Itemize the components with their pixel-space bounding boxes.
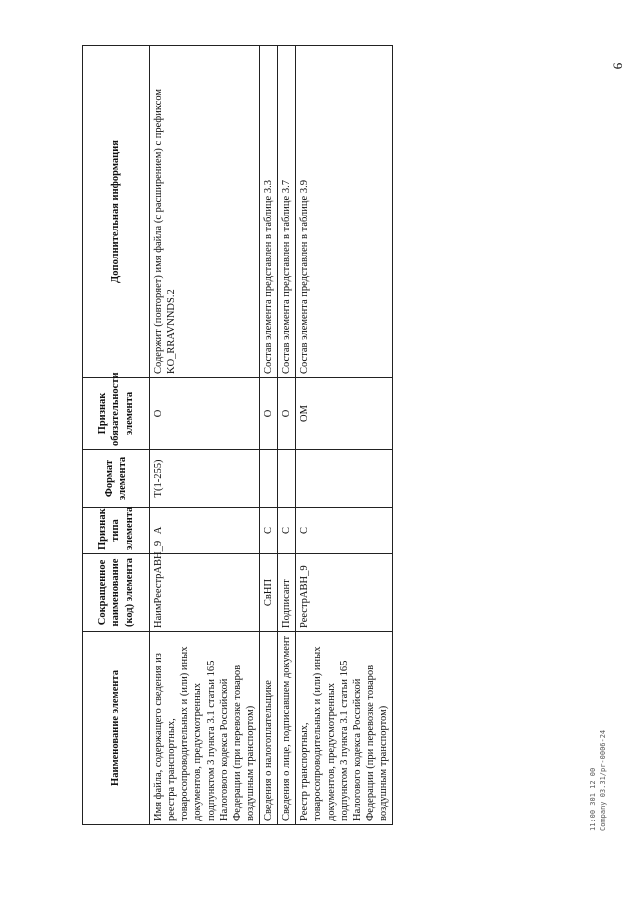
cell-type: С: [278, 508, 296, 554]
table-row: [278, 46, 296, 825]
cell-code: РеестрАВН_9: [296, 554, 393, 632]
cell-info: Состав элемента представлен в таблице 3.7: [278, 46, 296, 378]
cell-format: [296, 450, 393, 508]
cell-required: ОМ: [296, 378, 393, 450]
cell-required: О: [260, 378, 278, 450]
header-type: Признак типа элемента: [83, 508, 150, 554]
cell-format: [260, 450, 278, 508]
header-required: Признак обязательности элемента: [83, 378, 150, 450]
cell-format: T(1-255): [150, 450, 260, 508]
header-name: Наименование элемента: [83, 632, 150, 825]
cell-format: [278, 450, 296, 508]
elements-table: [82, 45, 393, 825]
cell-type: С: [296, 508, 393, 554]
rotated-content: [82, 45, 389, 825]
cell-type: С: [260, 508, 278, 554]
cell-name: Сведения о налогоплательщике: [260, 632, 278, 825]
cell-name: Имя файла, содержащего сведения из реестра транспортных, товаросопроводительных и (или) иных документов, предусмотренных подпунктом 3 пункта 3.1 статьи 165 Налогового кодекса Российской Федерации (при перевозке товаров воздушным транспортом): [150, 632, 260, 825]
document-stamp: [589, 729, 619, 835]
cell-code: НаимРеестрАВН_9: [150, 554, 260, 632]
cell-info: Состав элемента представлен в таблице 3.9: [296, 46, 393, 378]
cell-code: СвНП: [260, 554, 278, 632]
header-info: Дополнительная информация: [83, 46, 150, 378]
cell-required: О: [150, 378, 260, 450]
cell-info: Состав элемента представлен в таблице 3.3: [260, 46, 278, 378]
stamp-line-2: Company 03.31/pr-0006-24: [599, 729, 607, 831]
cell-required: О: [278, 378, 296, 450]
cell-name: Реестр транспортных, товаросопроводительных и (или) иных документов, предусмотренных подпунктом 3 пункта 3.1 статьи 165 Налогового кодекса Российской Федерации (при перевозке товаров воздушным транспортом): [296, 632, 393, 825]
header-format: Формат элемента: [83, 450, 150, 508]
cell-name: Сведения о лице, подписавшем документ: [278, 632, 296, 825]
table-row: [260, 46, 278, 825]
stamp-line-1: 11:00 301 12 00: [589, 767, 597, 831]
table-header-row: [83, 46, 150, 825]
table-row: [150, 46, 260, 825]
table-row: [296, 46, 393, 825]
cell-info: Содержит (повторяет) имя файла (с расширением) с префиксом KO_RRAVNNDS.2: [150, 46, 260, 378]
cell-code: Подписант: [278, 554, 296, 632]
header-code: Сокращенное наименование (код) элемента: [83, 554, 150, 632]
page-number: 9: [610, 62, 626, 70]
cell-type: А: [150, 508, 260, 554]
